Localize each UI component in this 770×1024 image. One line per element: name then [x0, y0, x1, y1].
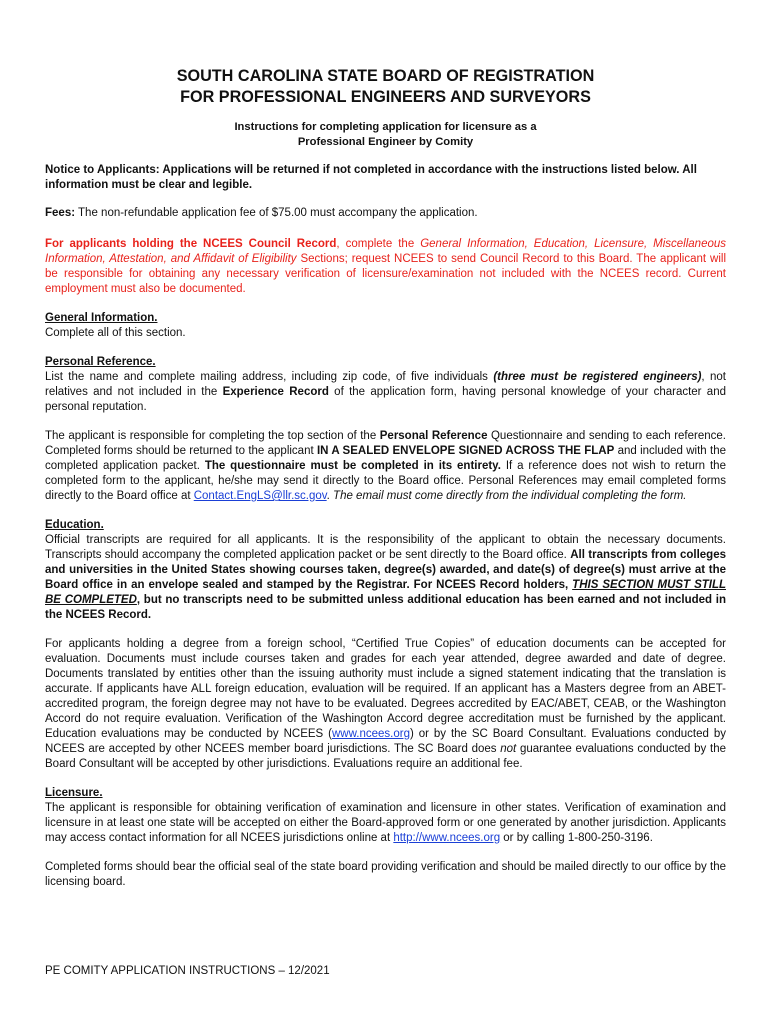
pr-p1-c: , not relatives and not included in the [45, 371, 726, 398]
page-title [45, 66, 726, 108]
licensure-paragraph-1 [45, 801, 726, 846]
lic-p1-a: The applicant is responsible for obtaining verification of examination and licensure in other states. Verification of examination and licensure in at least one state will be accepted on either the Board-approved form or one generated by another jurisdiction. Applicants may access contact information for all NCEES jurisdictions online at [45, 802, 726, 844]
title-line-2: FOR PROFESSIONAL ENGINEERS AND SURVEYORS [180, 88, 591, 106]
personal-reference-heading: Personal Reference. [45, 356, 156, 368]
ncees-link-1[interactable]: www.ncees.org [331, 728, 410, 740]
edu-p1-d: , but no transcripts need to be submitted unless additional education has been earned and not included in the NCEES Record. [45, 594, 726, 621]
personal-reference-paragraph-1 [45, 370, 726, 415]
title-line-1: SOUTH CAROLINA STATE BOARD OF REGISTRATION [176, 67, 595, 85]
pr-p2-e: and included with the completed application packet. [45, 445, 726, 472]
notice-to-applicants: Notice to Applicants: Applications will be returned if not completed in accordance with the instructions listed below. All information must be clear and legible. [45, 164, 697, 191]
ncees-bold: For applicants holding the NCEES Council Record [45, 238, 337, 250]
edu-p2-c: guarantee evaluations conducted by the Board Consultant will be accepted by other jurisdictions. Evaluations require an additional fee. [45, 743, 726, 770]
page-footer: PE COMITY APPLICATION INSTRUCTIONS – 12/2021 [45, 965, 330, 977]
fees-paragraph [45, 206, 726, 221]
pr-p1-d: Experience Record [222, 386, 329, 398]
education-paragraph-2 [45, 637, 726, 772]
ncees-text-2: Sections; request NCEES to send Council Record to this Board. The applicant will be responsible for obtaining any necessary verification of licensure/examination not included with the NCEES record. Current employment must also be documented. [45, 253, 727, 295]
fees-text: The non-refundable application fee of $75.00 must accompany the application. [75, 207, 478, 219]
edu-p2-not: not [500, 743, 517, 755]
personal-reference-section [45, 355, 726, 504]
general-information-section [45, 311, 726, 341]
pr-p2-b: Personal Reference [379, 430, 488, 442]
pr-p2-c: Questionnaire and sending to each reference. Completed forms should be returned to the applicant [45, 430, 726, 457]
ncees-record-paragraph [45, 237, 726, 297]
pr-p1-e: of the application form, having personal knowledge of your character and personal reputation. [45, 386, 726, 413]
lic-p1-b: or by calling 1-800-250-3196. [500, 832, 653, 844]
pr-p2-g: If a reference does not wish to return the completed form to the applicant, he/she may send it directly to the Board office. Personal References may email completed forms directly to the Board office at [45, 460, 726, 502]
board-email-link[interactable]: Contact.EngLS@llr.sc.gov [193, 490, 327, 502]
pr-p2-i: The email must come directly from the individual completing the form. [333, 490, 687, 502]
subtitle [45, 120, 726, 150]
edu-p2-b: ) or by the SC Board Consultant. Evaluations conducted by NCEES are accepted by other NCEES member board jurisdictions. The SC Board does [45, 728, 726, 755]
education-paragraph-1 [45, 533, 726, 623]
licensure-section [45, 786, 726, 890]
edu-p1-a: Official transcripts are required for all applicants. It is the responsibility of the applicant to obtain the necessary documents. Transcripts should accompany the completed application packet or be sent directly to the Board office. [45, 534, 726, 561]
edu-p2-a: For applicants holding a degree from a foreign school, “Certified True Copies” of education documents can be accepted for evaluation. Documents must include courses taken and grades for each year attended, degree awarded and date of degree. Documents translated by entities other than the issuing authority must include a signed statement indicating that the translation is accurate. If applicants have ALL foreign education, evaluation will be required. If an applicant has a Masters degree from an ABET-accredited program, the foreign degree may not have to be evaluated. Degrees accredited by EAC/ABET, CEAB, or the Washington Accord do not require evaluation. Verification of the Washington Accord degree accreditation must be furnished by the applicant. Education evaluations may be conducted by NCEES ( [45, 638, 726, 740]
pr-p2-d: IN A SEALED ENVELOPE SIGNED ACROSS THE FLAP [316, 445, 615, 457]
education-heading: Education. [45, 519, 104, 531]
general-text: Complete all of this section. [45, 327, 186, 339]
general-heading: General Information. [45, 312, 158, 324]
personal-reference-paragraph-2 [45, 429, 726, 504]
ncees-text-1: , complete the [336, 238, 421, 250]
licensure-paragraph-2: Completed forms should bear the official seal of the state board providing verification and should be mailed directly to our office by the licensing board. [45, 861, 726, 888]
pr-p2-h: . [326, 490, 334, 502]
ncees-italic: General Information, Education, Licensure, Miscellaneous Information, Attestation, and Affidavit of Eligibility [45, 238, 727, 265]
edu-p1-c: THIS SECTION MUST STILL BE COMPLETED [45, 579, 727, 606]
licensure-heading: Licensure. [45, 787, 103, 799]
pr-p1-a: List the name and complete mailing address, including zip code, of five individuals [45, 371, 494, 383]
pr-p1-b: (three must be registered engineers) [493, 371, 702, 383]
pr-p2-f: The questionnaire must be completed in its entirety. [204, 460, 501, 472]
fees-label: Fees: [45, 207, 76, 219]
subtitle-line-1: Instructions for completing application for licensure as a [234, 121, 537, 133]
education-section [45, 518, 726, 772]
document-page [45, 66, 726, 890]
ncees-link-2[interactable]: http://www.ncees.org [393, 832, 501, 844]
subtitle-line-2: Professional Engineer by Comity [297, 136, 474, 148]
pr-p2-a: The applicant is responsible for completing the top section of the [45, 430, 380, 442]
edu-p1-b: All transcripts from colleges and universities in the United States showing courses taken, degree(s) awarded, and date(s) of degree(s) must arrive at the Board office in an envelope sealed and stamped by the Registrar. For NCEES Record holders, [45, 549, 726, 591]
